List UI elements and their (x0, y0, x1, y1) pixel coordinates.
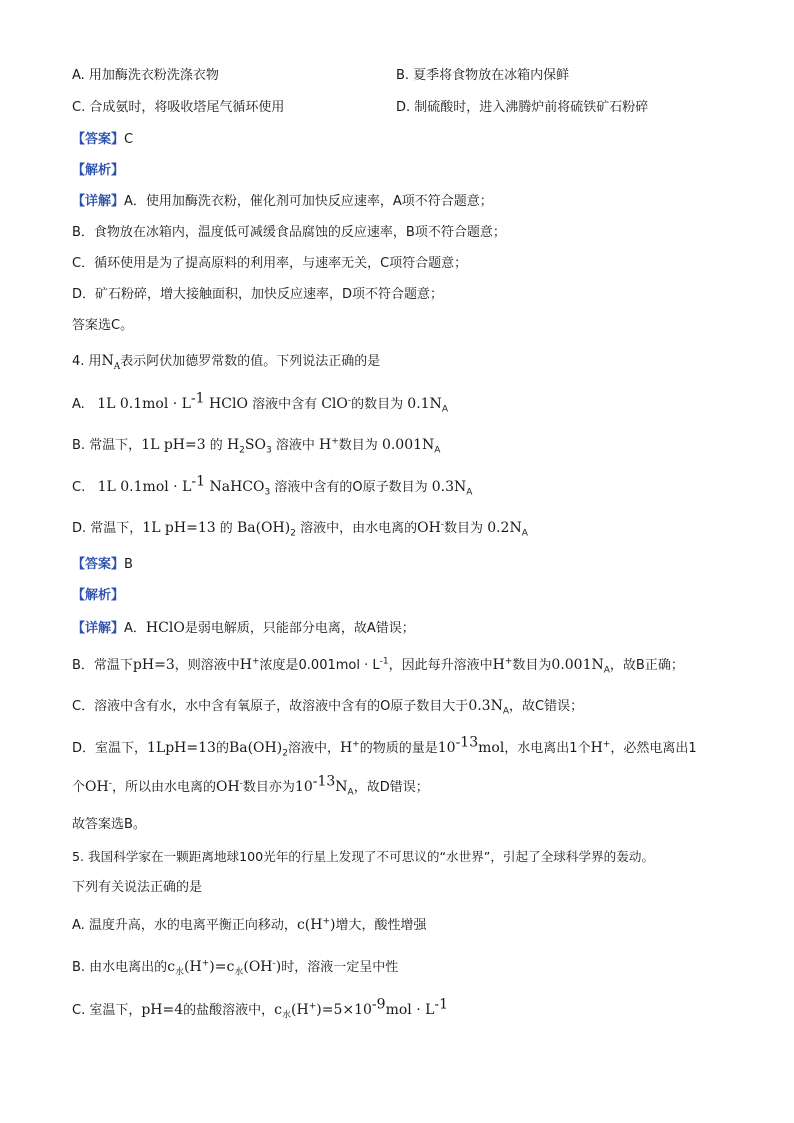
text-segment: 的 (209, 438, 223, 453)
subscript: A (113, 361, 121, 372)
text-segment: H (296, 1002, 309, 1018)
subscript: A (502, 706, 509, 717)
text-segment: 10 (437, 740, 456, 756)
superscript: - (440, 519, 445, 530)
q4-option-a (72, 390, 732, 415)
text-segment: 0.3N (468, 698, 503, 714)
detail-tag: 【详解】 (72, 194, 125, 209)
text-segment: pH=4 (141, 1002, 184, 1018)
text-segment: ，水电离出1个 (504, 741, 591, 756)
q5-option-c: C. 室温下，pH=4的盐酸溶液中，$c_水(H^+)=5\times 10^{-9}mol \cdot L^{-1}$ (72, 996, 449, 1021)
superscript: - (108, 778, 112, 789)
superscript: + (504, 656, 513, 667)
q4-detail-d (72, 734, 732, 759)
text-segment: 的 (219, 521, 233, 536)
text-segment: A. 温度升高，水的电离平衡正向移动， (72, 918, 297, 933)
text-segment: ，所以由水电离的 (111, 780, 216, 795)
q4-option-d (72, 519, 732, 538)
text-segment: 的盐酸溶液中， (183, 1003, 275, 1018)
text-segment: 0.2N (487, 520, 522, 536)
superscript: + (322, 916, 331, 927)
answer-tag: 【答案】 (72, 557, 125, 572)
q3-detail-c: C．循环使用是为了提高原料的利用率，与速率无关，C项符合题意； (72, 256, 468, 271)
text-segment: c (167, 959, 176, 975)
subscript: 3 (264, 487, 271, 498)
text-segment: B．常温下 (72, 658, 133, 673)
text-segment: B. 由水电离出的 (72, 960, 168, 975)
stem-text: 表示阿伏加德罗常数的值。下列说法正确的是 (120, 354, 381, 369)
text-segment: 溶液中含有的O原子数目为 (274, 480, 428, 495)
text-segment: D．室温下， (72, 741, 148, 756)
text-segment: H (339, 740, 353, 756)
text-segment: c (274, 1002, 283, 1018)
detail-tag: 【详解】 (72, 621, 125, 636)
text-segment: H (492, 657, 505, 673)
text-segment: Ba(OH) (228, 740, 283, 756)
subscript: A (603, 665, 610, 676)
q3-analysis-tag (72, 162, 732, 180)
superscript: + (251, 656, 260, 667)
answer-tag: 【答案】 (72, 132, 125, 147)
text-segment: c (226, 959, 235, 975)
q3-detail-d: D．矿石粉碎，增大接触面积，加快反应速率，D项不符合题意； (72, 287, 444, 302)
q5-option-a: A. 温度升高，水的电离平衡正向移动，c(H+)增大，酸性增强 (72, 916, 427, 933)
q3-conclusion: 答案选C。 (72, 318, 134, 333)
subscript: 水 (234, 967, 244, 978)
subscript: A (441, 404, 448, 415)
detail-text: A．使用加酶洗衣粉，催化剂可加快反应速率，A项不符合题意； (124, 194, 493, 209)
text-segment: D. 常温下， (72, 521, 143, 536)
text-segment: 数目亦为 (242, 780, 295, 795)
superscript: -1 (190, 390, 205, 407)
subscript: 水 (282, 1010, 292, 1021)
subscript: 3 (265, 445, 272, 456)
superscript: + (331, 436, 339, 447)
superscript: - (239, 778, 243, 789)
text-segment: ，故B正确； (609, 658, 684, 673)
q3-option-b: B. 夏季将食物放在冰箱内保鲜 (396, 68, 570, 83)
text-segment: ，则溶液中 (174, 658, 240, 673)
text-segment: H (239, 657, 252, 673)
text-segment: 数目为 (444, 521, 484, 536)
text-segment: 0.001N (381, 437, 435, 453)
text-segment: mol (478, 740, 505, 756)
text-segment: H (189, 959, 202, 975)
text-segment: H (310, 917, 323, 933)
text-segment: pH=3 (132, 657, 175, 673)
text-segment: OH (248, 959, 273, 975)
text-segment: SO (244, 437, 266, 453)
text-segment: N (335, 779, 348, 795)
text-segment: A. (72, 397, 85, 412)
text-segment: 数目为 (338, 438, 378, 453)
text-segment: C. (72, 480, 86, 495)
q4-detail-d-cont (72, 773, 732, 798)
q3-detail-a (72, 193, 732, 211)
text-segment: OH (215, 779, 240, 795)
q4-analysis-tag (72, 587, 732, 605)
q5-option-b: B. 由水电离出的$c_水(H^+)=c_水(OH^-)$时，溶液一定呈中性 (72, 958, 399, 978)
analysis-tag: 【解析】 (72, 588, 125, 603)
text-segment: 1L 0.1mol · L (97, 396, 191, 412)
text-segment: 的数目为 (351, 397, 404, 412)
text-segment: 时，溶液一定呈中性 (281, 960, 399, 975)
superscript: -1 (191, 473, 206, 490)
text-segment: 个 (72, 780, 86, 795)
superscript: -9 (371, 996, 386, 1013)
subscript: 2 (239, 445, 245, 456)
text-segment: ，故D错误； (353, 780, 429, 795)
answer-value: B (124, 557, 133, 572)
text-segment: 1L pH=3 (141, 437, 206, 453)
text-segment: ，故C错误； (509, 699, 584, 714)
text-segment: C．溶液中含有水，水中含有氧原子，故溶液中含有的O原子数目大于 (72, 699, 469, 714)
text-segment: 0.001N (551, 657, 604, 673)
na-symbol (101, 353, 121, 372)
superscript: -13 (312, 773, 336, 790)
superscript: - (347, 395, 352, 406)
answer-value: C (124, 132, 134, 147)
superscript: - (272, 958, 276, 969)
subscript: 2 (282, 748, 288, 759)
superscript: + (308, 1001, 317, 1012)
text-segment: 增大，酸性增强 (335, 918, 427, 933)
q3-answer (72, 131, 732, 149)
superscript: + (602, 739, 611, 750)
text-segment: 溶液中， (287, 741, 340, 756)
text-segment: 浓度是0.001mol · L (259, 658, 380, 673)
stem-text: 4. 用 (72, 354, 102, 369)
text-segment: HClO (145, 620, 185, 636)
text-segment: C. 室温下， (72, 1003, 142, 1018)
text-segment: N (101, 353, 114, 369)
q4-stem (72, 352, 732, 371)
text-segment: HClO (204, 396, 248, 412)
analysis-tag: 【解析】 (72, 163, 125, 178)
text-segment: H (319, 437, 332, 453)
text-segment: 10 (294, 779, 313, 795)
q3-option-d: D. 制硫酸时，进入沸腾炉前将硫铁矿石粉碎 (396, 100, 649, 115)
text-segment: 1L pH=13 (142, 520, 216, 536)
text-segment: A． (124, 621, 146, 636)
superscript: -1 (434, 996, 449, 1013)
subscript: 2 (290, 528, 296, 539)
text-segment: =5×10 (321, 1002, 372, 1018)
text-segment: ，必然电离出1 (610, 741, 697, 756)
text-segment: H (226, 437, 240, 453)
text-segment: = (214, 959, 227, 975)
text-segment: 0.1N (407, 396, 442, 412)
q4-option-b (72, 436, 732, 455)
text-segment: 1LpH=13 (147, 740, 216, 756)
q4-conclusion: 故答案选B。 (72, 817, 146, 832)
q4-answer (72, 556, 732, 574)
text-segment: NaHCO (205, 479, 265, 495)
text-segment: 溶液中 (275, 438, 315, 453)
text-segment: 的物质的量是 (359, 741, 438, 756)
superscript: -13 (455, 734, 479, 751)
q5-stem-line1: 5. 我国科学家在一颗距离地球100光年的行星上发现了不可思议的“水世界”，引起了全球科学界的轰动。 (72, 849, 655, 864)
text-segment: c (296, 917, 305, 933)
text-segment: OH (85, 779, 109, 795)
subscript: A (466, 487, 473, 498)
text-segment: 是弱电解质，只能部分电离，故A错误； (184, 621, 415, 636)
subscript: A (521, 528, 528, 539)
text-segment: ClO (321, 396, 348, 412)
q4-option-c (72, 473, 732, 498)
q4-detail-b (72, 656, 732, 675)
q3-detail-b: B．食物放在冰箱内，温度低可减缓食品腐蚀的反应速率，B项不符合题意； (72, 225, 506, 240)
subscript: A (347, 787, 354, 798)
subscript: A (434, 445, 441, 456)
q5-stem-line2: 下列有关说法正确的是 (72, 880, 203, 895)
text-segment: 1L 0.1mol · L (97, 479, 192, 495)
text-segment: 0.3N (431, 479, 467, 495)
text-segment: ，因此每升溶液中 (388, 658, 493, 673)
q3-option-c: C. 合成氨时，将吸收塔尾气循环使用 (72, 100, 285, 115)
subscript: 水 (175, 967, 185, 978)
text-segment: 的 (215, 741, 229, 756)
text-segment: 溶液中含有 (252, 397, 318, 412)
q4-detail-a (72, 619, 732, 638)
text-segment: 数目为 (512, 658, 552, 673)
superscript: + (352, 739, 360, 750)
q4-detail-c (72, 697, 732, 716)
superscript: -1 (379, 656, 389, 667)
q3-option-a: A. 用加酶洗衣粉洗涤衣物 (72, 68, 219, 83)
text-segment: mol · L (385, 1002, 435, 1018)
text-segment: OH (417, 520, 441, 536)
text-segment: 溶液中，由水电离的 (300, 521, 418, 536)
text-segment: H (590, 740, 603, 756)
text-segment: B. 常温下， (72, 438, 142, 453)
text-segment: Ba(OH) (236, 520, 291, 536)
superscript: + (201, 958, 210, 969)
